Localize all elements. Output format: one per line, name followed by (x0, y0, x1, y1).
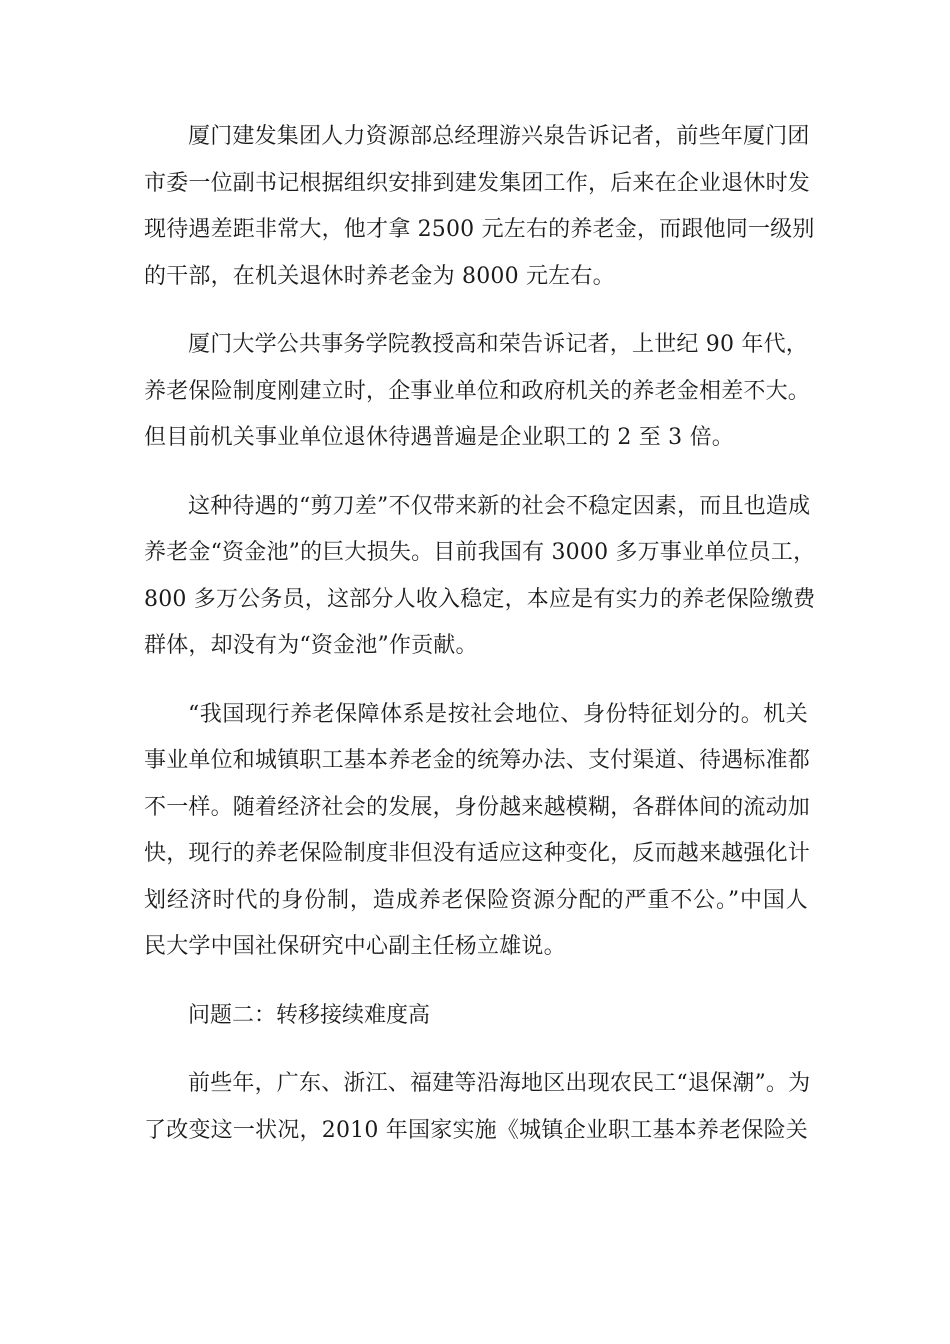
paragraph-line: 群体，却没有为“资金池”作贡献。 (144, 633, 478, 658)
paragraph-5 (144, 1061, 811, 1154)
paragraph-line: 市委一位副书记根据组织安排到建发集团工作，后来在企业退休时发 (144, 170, 811, 196)
paragraph-line: 前些年，广东、浙江、福建等沿海地区出现农民工“退保潮”。为 (188, 1071, 811, 1096)
section-heading: 问题二：转移接续难度高 (188, 1002, 431, 1028)
paragraph-line: 事业单位和城镇职工基本养老金的统筹办法、支付渠道、待遇标准都 (144, 748, 811, 773)
paragraph-line: 快，现行的养老保险制度非但没有适应这种变化，反而越来越强化计 (144, 841, 811, 866)
paragraph-line: 这种待遇的“剪刀差”不仅带来新的社会不稳定因素，而且也造成 (188, 493, 811, 519)
paragraph-line: 厦门建发集团人力资源部总经理游兴泉告诉记者，前些年厦门团 (188, 124, 810, 149)
paragraph-3 (144, 484, 816, 670)
paragraph-line: 800 多万公务员，这部分人收入稳定，本应是有实力的养老保险缴费 (144, 586, 816, 612)
paragraph-2 (144, 322, 811, 462)
paragraph-line: 养老金“资金池”的巨大损失。目前我国有 3000 多万事业单位员工， (144, 540, 816, 565)
document-body (144, 114, 816, 1176)
paragraph-line: 民大学中国社保研究中心副主任杨立雄说。 (144, 934, 566, 959)
paragraph-line: 的干部，在机关退休时养老金为 8000 元左右。 (144, 263, 615, 289)
paragraph-line: 但目前机关事业单位退休待遇普遍是企业职工的 2 至 3 倍。 (144, 425, 734, 450)
paragraph-line: 现待遇差距非常大，他才拿 2500 元左右的养老金，而跟他同一级别 (144, 217, 815, 242)
paragraph-line: 划经济时代的身份制，造成养老保险资源分配的严重不公。”中国人 (144, 887, 808, 913)
paragraph-line: 不一样。随着经济社会的发展，身份越来越模糊，各群体间的流动加 (144, 794, 811, 820)
paragraph-line: 养老保险制度刚建立时，企事业单位和政府机关的养老金相差不大。 (144, 378, 811, 404)
paragraph-4 (144, 692, 811, 971)
paragraph-line: “我国现行养老保障体系是按社会地位、身份特征划分的。机关 (188, 701, 808, 727)
paragraph-line: 厦门大学公共事务学院教授高和荣告诉记者，上世纪 90 年代， (188, 332, 808, 357)
paragraph-line: 了改变这一状况，2010 年国家实施《城镇企业职工基本养老保险关 (144, 1117, 808, 1143)
paragraph-1 (144, 114, 815, 300)
